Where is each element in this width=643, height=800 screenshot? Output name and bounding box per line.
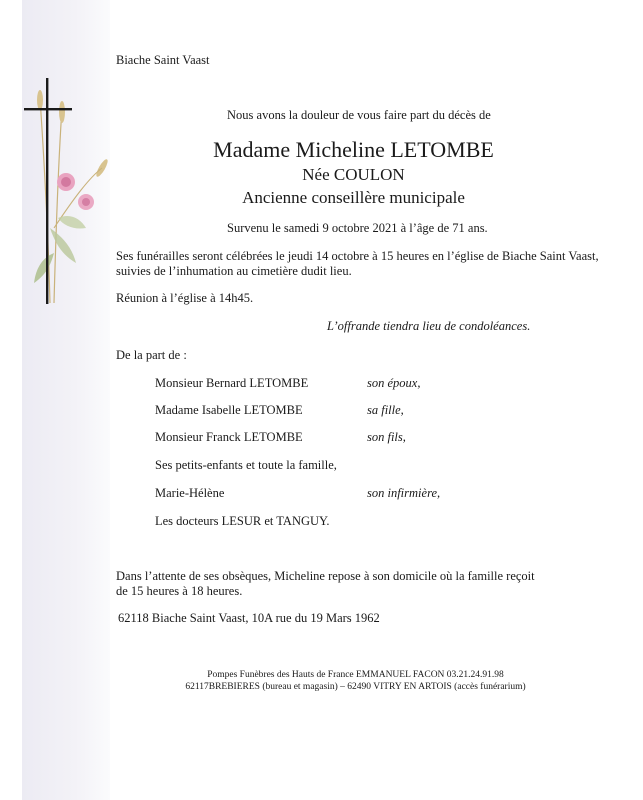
death-announcement: Survenu le samedi 9 octobre 2021 à l’âge de 71 ans. [227,221,488,235]
home-address: 62118 Biache Saint Vaast, 10A rue du 19 Mars 1962 [118,611,380,625]
place-header: Biache Saint Vaast [116,53,210,67]
deceased-title: Ancienne conseillère municipale [242,188,465,207]
offering-note: L’offrande tiendra lieu de condoléances. [327,319,531,333]
intro-line: Nous avons la douleur de vous faire part du décès de [227,108,491,122]
family-member-relation: son époux, [367,376,421,390]
deceased-name: Madame Micheline LETOMBE [213,137,494,162]
rest-line-2: de 15 heures à 18 heures. [116,584,243,598]
maiden-name: Née COULON [302,165,405,184]
funeral-home-line-1: Pompes Funèbres des Hauts de France EMMANUEL FACON 03.21.24.91.98 [207,670,504,680]
funeral-line-1: Ses funérailles seront célébrées le jeudi 14 octobre à 15 heures en l’église de Biache Saint Vaast, [116,249,599,263]
family-member-relation: son fils, [367,430,406,444]
family-member-name: Les docteurs LESUR et TANGUY. [155,514,330,528]
rest-line-1: Dans l’attente de ses obsèques, Micheline repose à son domicile où la famille reçoit [116,569,535,583]
family-member-name: Marie-Hélène [155,486,225,500]
family-member-name: Madame Isabelle LETOMBE [155,403,303,417]
funeral-home-line-2: 62117BREBIERES (bureau et magasin) – 62490 VITRY EN ARTOIS (accès funérarium) [185,682,526,692]
gathering-note: Réunion à l’église à 14h45. [116,291,254,305]
family-member-name: Monsieur Bernard LETOMBE [155,376,309,390]
family-member-name: Monsieur Franck LETOMBE [155,430,303,444]
family-member-name: Ses petits-enfants et toute la famille, [155,458,337,472]
funeral-line-2: suivies de l’inhumation au cimetière dudit lieu. [116,264,352,278]
family-member-relation: son infirmière, [367,486,441,500]
family-member-relation: sa fille, [367,403,404,417]
from-label: De la part de : [116,348,187,362]
